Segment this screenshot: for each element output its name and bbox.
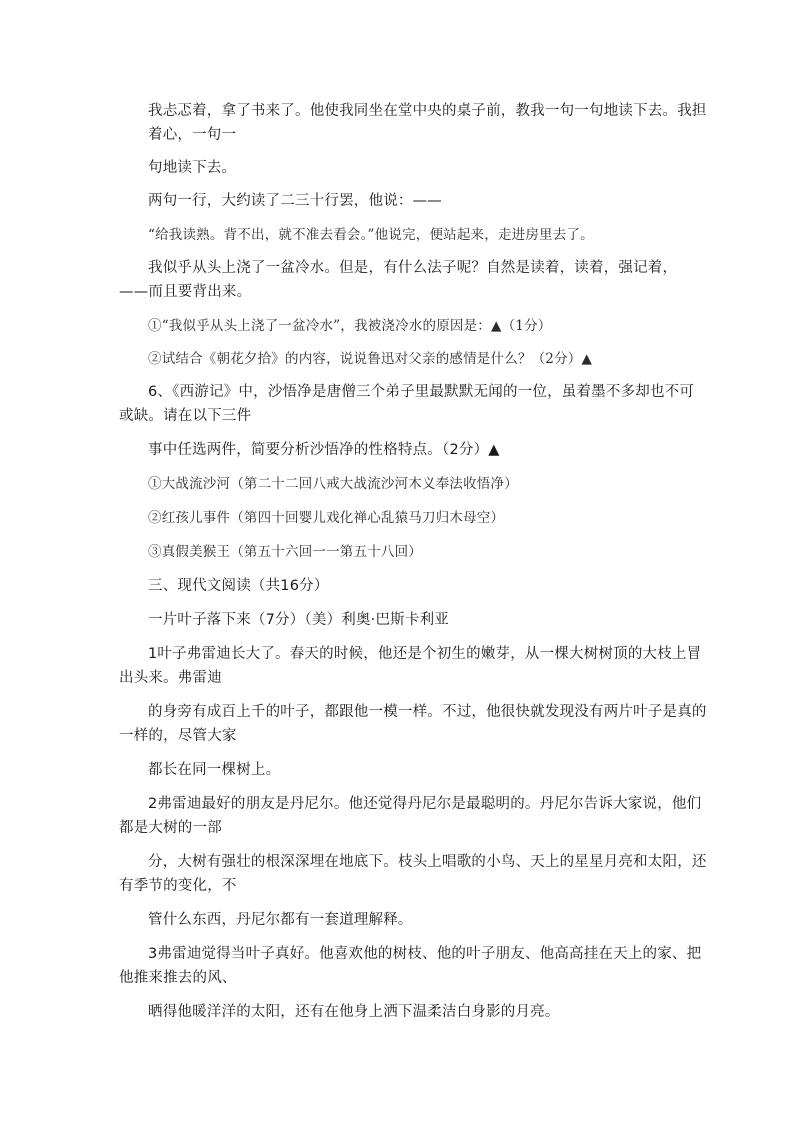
section-heading: 三、现代文阅读（共16分）: [148, 578, 329, 594]
text-line: 管什么东西，丹尼尔都有一套道理解释。: [148, 912, 413, 928]
text-line: 两句一行，大约读了二三十行罢，他说：——: [148, 193, 442, 209]
text-line: 或缺。请在以下三件: [119, 408, 252, 424]
paragraph-2: 2弗雷迪最好的朋友是丹尼尔。他还觉得丹尼尔是最聪明的。丹尼尔告诉大家说，他们: [148, 796, 702, 812]
text-line: 我忐忑着，拿了书来了。他使我同坐在堂中央的桌子前，教我一句一句地读下去。我担: [148, 103, 707, 119]
text-line: 他推来推去的风、: [119, 970, 237, 986]
text-line: 事中任选两件，简要分析沙悟净的性格特点。（2分）▲: [148, 442, 500, 458]
text-line: 一样的，尽管大家: [119, 728, 237, 744]
text-line: 着心，一句一: [148, 127, 237, 143]
paragraph-3: 3弗雷迪觉得当叶子真好。他喜欢他的树枝、他的叶子朋友、他高高挂在天上的家、把: [148, 946, 702, 962]
text-line: 的身旁有成百上千的叶子，都跟他一模一样。不过，他很快就发现没有两片叶子是真的: [148, 704, 707, 720]
question-1: ①“我似乎从头上浇了一盆冷水”，我被浇冷水的原因是：▲（1分）: [148, 318, 552, 334]
text-line: 句地读下去。: [148, 160, 237, 176]
option-1: ①大战流沙河（第二十二回八戒大战流沙河木义奉法收悟净）: [148, 476, 518, 492]
text-line: 晒得他暖洋洋的太阳，还有在他身上洒下温柔洁白身影的月亮。: [148, 1004, 560, 1020]
article-title: 一片叶子落下来（7分）（美）利奥·巴斯卡利亚: [148, 612, 449, 628]
text-line: 分，大树有强壮的根深深埋在地底下。枝头上唱歌的小鸟、天上的星星月亮和太阳，还: [148, 854, 707, 870]
paragraph-1: 1叶子弗雷迪长大了。春天的时候，他还是个初生的嫩芽，从一棵大树树顶的大枝上冒: [148, 646, 702, 662]
text-line: ——而且要背出来。: [119, 284, 252, 300]
option-3: ③真假美猴王（第五十六回一一第五十八回）: [148, 544, 422, 560]
text-line: “给我读熟。背不出，就不准去看会。”他说完，便站起来，走进房里去了。: [148, 227, 594, 243]
question-2: ②试结合《朝花夕拾》的内容，说说鲁迅对父亲的感情是什么？（2分）▲: [148, 351, 593, 367]
question-6: 6、《西游记》中，沙悟净是唐僧三个弟子里最默默无闻的一位，虽着墨不多却也不可: [148, 384, 695, 400]
option-2: ②红孩儿事件（第四十回婴儿戏化禅心乱猿马刀归木母空）: [148, 510, 505, 526]
text-line: 有季节的变化，不: [119, 878, 237, 894]
text-line: 出头来。弗雷迪: [119, 670, 222, 686]
text-line: 我似乎从头上浇了一盆冷水。但是，有什么法子呢？自然是读着，读着，强记着，: [148, 260, 678, 276]
text-line: 都长在同一棵树上。: [148, 762, 281, 778]
text-line: 都是大树的一部: [119, 820, 222, 836]
